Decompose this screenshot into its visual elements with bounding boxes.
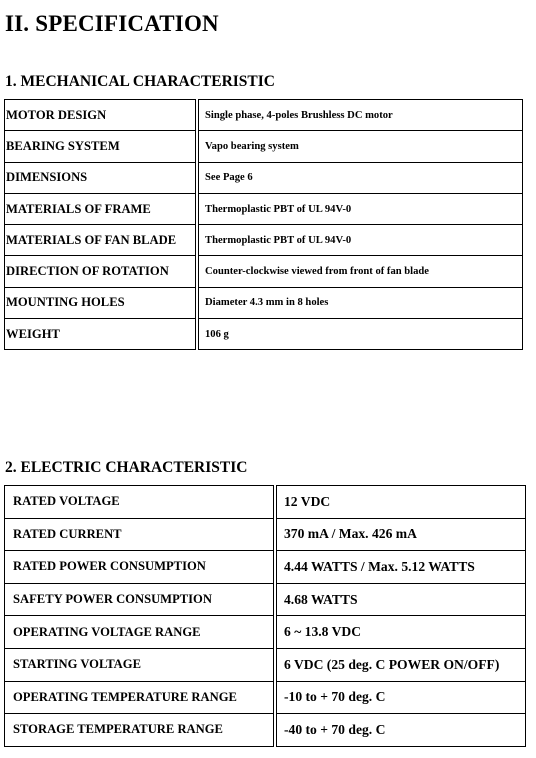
table-row bbox=[5, 162, 523, 193]
spec-value: -40 to + 70 deg. C bbox=[275, 714, 526, 747]
spec-label: WEIGHT bbox=[5, 319, 198, 350]
spec-label: RATED POWER CONSUMPTION bbox=[5, 551, 276, 584]
spec-label: DIMENSIONS bbox=[5, 162, 198, 193]
table-row bbox=[5, 648, 526, 681]
mechanical-characteristic-table bbox=[4, 99, 523, 350]
table-row bbox=[5, 616, 526, 649]
table-row bbox=[5, 225, 523, 256]
spec-label: MOUNTING HOLES bbox=[5, 287, 198, 318]
spec-value: 4.68 WATTS bbox=[275, 583, 526, 616]
spec-label: STORAGE TEMPERATURE RANGE bbox=[5, 714, 276, 747]
table-row bbox=[5, 131, 523, 162]
spec-value: See Page 6 bbox=[197, 162, 523, 193]
spec-value: 6 ~ 13.8 VDC bbox=[275, 616, 526, 649]
table-row bbox=[5, 681, 526, 714]
mechanical-heading: 1. MECHANICAL CHARACTERISTIC bbox=[5, 73, 275, 90]
spec-value: 4.44 WATTS / Max. 5.12 WATTS bbox=[275, 551, 526, 584]
spec-value: Thermoplastic PBT of UL 94V-0 bbox=[197, 225, 523, 256]
table-row bbox=[5, 319, 523, 350]
spec-value: -10 to + 70 deg. C bbox=[275, 681, 526, 714]
table-row bbox=[5, 583, 526, 616]
spec-value: 106 g bbox=[197, 319, 523, 350]
table-row bbox=[5, 551, 526, 584]
spec-label: DIRECTION OF ROTATION bbox=[5, 256, 198, 287]
table-row bbox=[5, 518, 526, 551]
spec-label: OPERATING VOLTAGE RANGE bbox=[5, 616, 276, 649]
spec-value: Vapo bearing system bbox=[197, 131, 523, 162]
spec-label: MOTOR DESIGN bbox=[5, 100, 198, 131]
spec-label: MATERIALS OF FAN BLADE bbox=[5, 225, 198, 256]
spec-value: Thermoplastic PBT of UL 94V-0 bbox=[197, 193, 523, 224]
spec-value: Single phase, 4-poles Brushless DC motor bbox=[197, 100, 523, 131]
spec-label: OPERATING TEMPERATURE RANGE bbox=[5, 681, 276, 714]
table-row bbox=[5, 486, 526, 519]
spec-value: 6 VDC (25 deg. C POWER ON/OFF) bbox=[275, 648, 526, 681]
spec-value: 370 mA / Max. 426 mA bbox=[275, 518, 526, 551]
table-row bbox=[5, 287, 523, 318]
spec-label: RATED CURRENT bbox=[5, 518, 276, 551]
spec-label: RATED VOLTAGE bbox=[5, 486, 276, 519]
spec-label: MATERIALS OF FRAME bbox=[5, 193, 198, 224]
spec-value: Counter-clockwise viewed from front of fan blade bbox=[197, 256, 523, 287]
table-row bbox=[5, 100, 523, 131]
table-row bbox=[5, 714, 526, 747]
electric-characteristic-table bbox=[4, 485, 526, 747]
table-row bbox=[5, 256, 523, 287]
spec-value: 12 VDC bbox=[275, 486, 526, 519]
spec-label: SAFETY POWER CONSUMPTION bbox=[5, 583, 276, 616]
electric-heading: 2. ELECTRIC CHARACTERISTIC bbox=[5, 459, 248, 476]
spec-label: STARTING VOLTAGE bbox=[5, 648, 276, 681]
page-title: II. SPECIFICATION bbox=[5, 11, 219, 36]
spec-label: BEARING SYSTEM bbox=[5, 131, 198, 162]
spec-value: Diameter 4.3 mm in 8 holes bbox=[197, 287, 523, 318]
table-row bbox=[5, 193, 523, 224]
